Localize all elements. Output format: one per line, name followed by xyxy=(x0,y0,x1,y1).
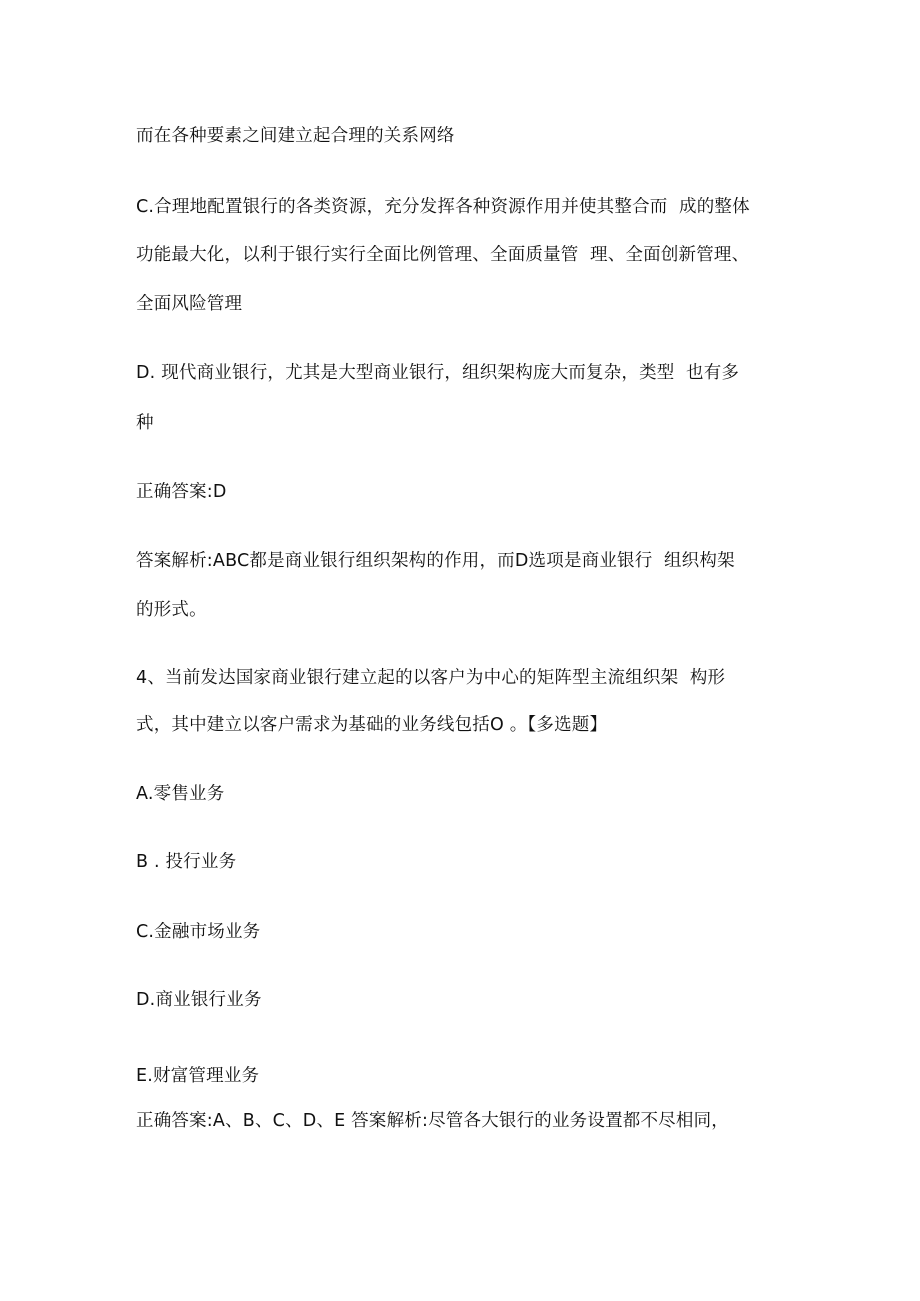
question-4-option-b: B . 投行业务 xyxy=(136,852,237,872)
answer-explanation-q3-line-2: 的形式。 xyxy=(136,600,207,620)
text-line-relationship-network: 而在各种要素之间建立起合理的关系网络 xyxy=(136,126,455,146)
question-4-option-c: C.金融市场业务 xyxy=(136,922,261,942)
question-4-option-a: A.零售业务 xyxy=(136,784,225,804)
option-c-line-1: C.合理地配置银行的各类资源，充分发挥各种资源作用并使其整合而 成的整体 xyxy=(136,197,750,217)
correct-answer-q3: 正确答案:D xyxy=(136,482,227,502)
question-4-line-1: 4、当前发达国家商业银行建立起的以客户为中心的矩阵型主流组织架 构形 xyxy=(136,668,726,688)
option-d-line-2: 种 xyxy=(136,413,154,433)
correct-answer-q4-with-explanation: 正确答案:A、B、C、D、E 答案解析:尽管各大银行的业务设置都不尽相同， xyxy=(136,1111,729,1131)
option-c-line-2: 功能最大化，以利于银行实行全面比例管理、全面质量管 理、全面创新管理、 xyxy=(136,245,750,265)
option-c-line-3: 全面风险管理 xyxy=(136,294,243,314)
option-d-line-1: D. 现代商业银行，尤其是大型商业银行，组织架构庞大而复杂，类型 也有多 xyxy=(136,363,740,383)
question-4-line-2: 式，其中建立以客户需求为基础的业务线包括O 。【多选题】 xyxy=(136,715,608,735)
question-4-option-d: D.商业银行业务 xyxy=(136,990,262,1010)
question-4-option-e: E.财富管理业务 xyxy=(136,1066,260,1086)
answer-explanation-q3-line-1: 答案解析:ABC都是商业银行组织架构的作用，而D选项是商业银行 组织构架 xyxy=(136,551,735,571)
